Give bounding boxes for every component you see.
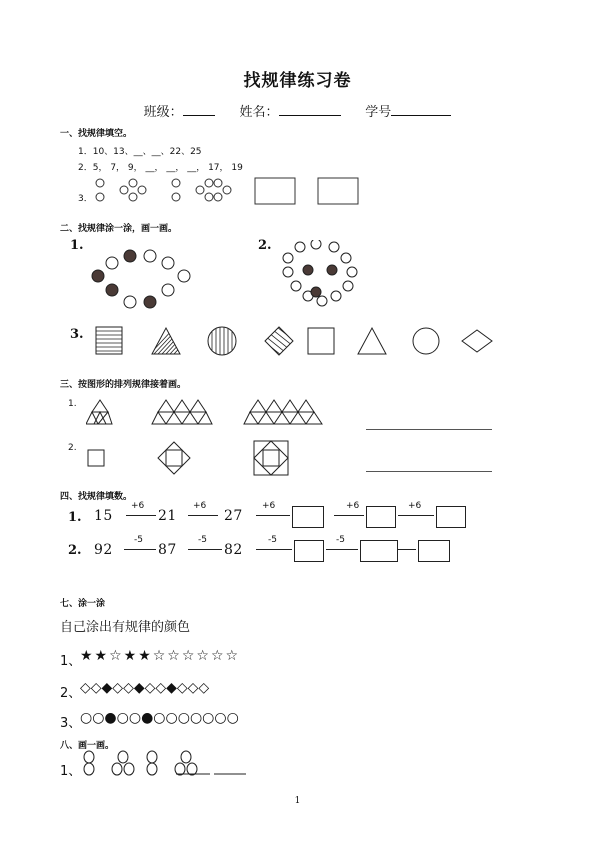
value-4-2-c: 82 — [224, 542, 243, 558]
student-info — [0, 101, 595, 120]
name-field[interactable] — [279, 103, 341, 116]
nested-square-figure[interactable] — [86, 440, 326, 476]
row-7-1-label: 1、 — [60, 654, 82, 669]
value-4-1-b: 21 — [158, 508, 177, 524]
row-8-1-label: 1、 — [60, 764, 82, 779]
step-4-2-d: -5 — [336, 535, 345, 545]
arrow-line-4-1-b — [188, 515, 218, 516]
shape-sequence-figure[interactable] — [90, 324, 500, 358]
row-4-1-label: 1. — [68, 510, 82, 525]
answer-box-4-2-c[interactable] — [418, 540, 450, 562]
row-4-2-label: 2. — [68, 543, 82, 558]
step-4-1-e: +6 — [408, 501, 422, 511]
row-7-2-label: 2、 — [60, 686, 82, 701]
value-4-1-a: 15 — [94, 508, 113, 524]
question-1-2[interactable]: 2．5， 7， 9， __， __， __， 17， 19 — [78, 163, 243, 173]
arrow-line-4-1-d — [334, 515, 364, 516]
section-7-heading: 七、涂一涂 — [60, 599, 106, 609]
section-2-heading: 二、找规律涂一涂，画一画。 — [60, 224, 178, 234]
bead-ring-1-figure[interactable] — [88, 244, 208, 314]
value-4-2-b: 87 — [158, 542, 177, 558]
answer-line-3-1[interactable] — [366, 429, 492, 430]
step-4-1-c: +6 — [262, 501, 276, 511]
arrow-line-4-1-e — [398, 515, 434, 516]
section-7-subtitle: 自己涂出有规律的颜色 — [60, 620, 191, 635]
page-number: 1 — [294, 796, 301, 806]
class-label: 班级： — [143, 105, 183, 120]
step-4-2-b: -5 — [198, 535, 207, 545]
arrow-line-4-2-c — [256, 549, 292, 550]
id-field[interactable] — [391, 103, 451, 116]
arrow-line-4-2-d — [326, 549, 358, 550]
step-4-1-a: +6 — [131, 501, 145, 511]
name-label: 姓名： — [239, 105, 279, 120]
section-1-heading: 一、找规律填空。 — [60, 129, 133, 139]
answer-box-4-1-b[interactable] — [366, 506, 396, 528]
figure-2-2-label: 2. — [258, 238, 272, 253]
arrow-line-4-1-a — [126, 515, 156, 516]
value-4-2-a: 92 — [94, 542, 113, 558]
figure-3-1-label: 1. — [68, 399, 77, 409]
arrow-line-4-2-e — [398, 549, 416, 550]
row-7-3-label: 3、 — [60, 716, 82, 731]
section-3-heading: 三、按图形的排列规律接着画。 — [60, 380, 187, 390]
bead-ring-2-figure[interactable] — [276, 240, 366, 308]
answer-box-4-2-a[interactable] — [294, 540, 324, 562]
section-8-heading: 八、画一画。 — [60, 741, 115, 751]
step-4-1-d: +6 — [346, 501, 360, 511]
arrow-line-4-2-a — [124, 549, 156, 550]
question-1-1[interactable]: 1．10、13、__、__、22、25 — [78, 147, 202, 157]
page-title: 找规律练习卷 — [243, 71, 352, 91]
question-1-3-label: 3． — [78, 194, 93, 204]
section-4-heading: 四、找规律填数。 — [60, 492, 133, 502]
step-4-2-a: -5 — [134, 535, 143, 545]
id-label: 学号 — [365, 105, 392, 120]
star-row[interactable]: ★★☆★★☆☆☆☆☆☆ — [80, 648, 241, 664]
figure-3-2-label: 2. — [68, 443, 77, 453]
figure-2-1-label: 1. — [70, 238, 84, 253]
triangle-growth-figure[interactable] — [86, 396, 326, 430]
arrow-line-4-1-c — [256, 515, 290, 516]
circle-row[interactable]: ○○●○○●○○○○○○○ — [80, 710, 239, 726]
circle-pattern-figure — [90, 176, 370, 206]
class-field[interactable] — [183, 103, 215, 116]
answer-box-4-2-b[interactable] — [360, 540, 398, 562]
diamond-row[interactable]: ◇◇◆◇◇◆◇◇◆◇◇◇ — [80, 680, 210, 696]
balloon-pattern-figure[interactable] — [80, 748, 280, 776]
answer-box-4-1-c[interactable] — [436, 506, 466, 528]
answer-box-4-1-a[interactable] — [292, 506, 324, 528]
step-4-2-c: -5 — [268, 535, 277, 545]
value-4-1-c: 27 — [224, 508, 243, 524]
figure-2-3-label: 3. — [70, 327, 84, 342]
step-4-1-b: +6 — [193, 501, 207, 511]
arrow-line-4-2-b — [188, 549, 222, 550]
answer-line-3-2[interactable] — [366, 471, 492, 472]
